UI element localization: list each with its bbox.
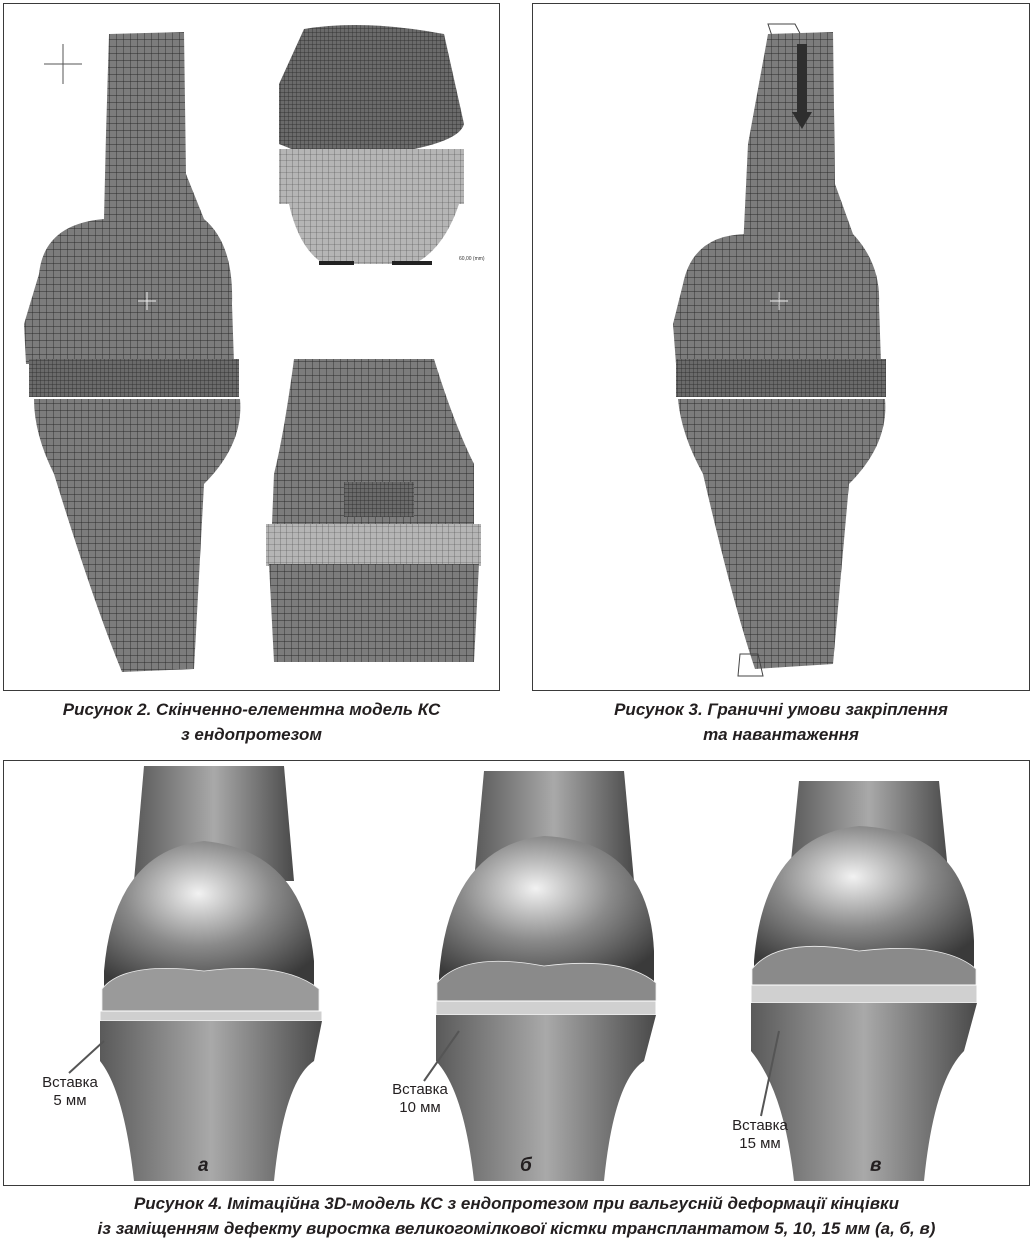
boundary-conditions-image: [533, 4, 1028, 689]
figure-3-caption: [532, 697, 1030, 747]
figure-4-caption: [3, 1191, 1030, 1241]
subfigure-letter-b: б: [520, 1155, 532, 1176]
insert-label-line: Вставка: [732, 1117, 788, 1134]
figure-2-caption: [3, 697, 500, 747]
insert-label-line: 15 мм: [739, 1135, 781, 1152]
caption-line: із заміщенням дефекту виростка великогомілкової кістки трансплантатом 5, 10, 15 мм (а, б, в): [97, 1219, 936, 1238]
knee-model-b: [436, 771, 656, 1181]
insert-label-b: [375, 1081, 465, 1117]
insert-label-line: 10 мм: [399, 1099, 441, 1116]
caption-line: з ендопротезом: [181, 725, 322, 744]
3d-model-image: [4, 761, 1028, 1184]
insert-label-line: 5 мм: [53, 1092, 87, 1109]
scale-label: 60,00 (mm): [459, 256, 485, 262]
insert-label-a: [25, 1074, 115, 1110]
figure-3-panel: [532, 3, 1030, 691]
crosshair-icon: [44, 44, 82, 84]
insert-label-line: Вставка: [392, 1081, 448, 1098]
caption-line: та навантаження: [703, 725, 859, 744]
knee-model-a: [100, 766, 322, 1181]
insert-label-line: Вставка: [42, 1074, 98, 1091]
insert-label-c: [715, 1117, 805, 1153]
fe-mesh-model-image: [4, 4, 498, 689]
caption-line: Рисунок 2. Скінченно-елементна модель КС: [62, 700, 441, 719]
figure-4-panel: [3, 760, 1030, 1186]
subfigure-letter-a: а: [198, 1155, 209, 1176]
figure-2-panel: [3, 3, 500, 691]
subfigure-letter-c: в: [870, 1155, 882, 1176]
caption-line: Рисунок 4. Імітаційна 3D-модель КС з ендопротезом при вальгусній деформації кінцівки: [133, 1194, 900, 1213]
caption-line: Рисунок 3. Граничні умови закріплення: [614, 700, 948, 719]
